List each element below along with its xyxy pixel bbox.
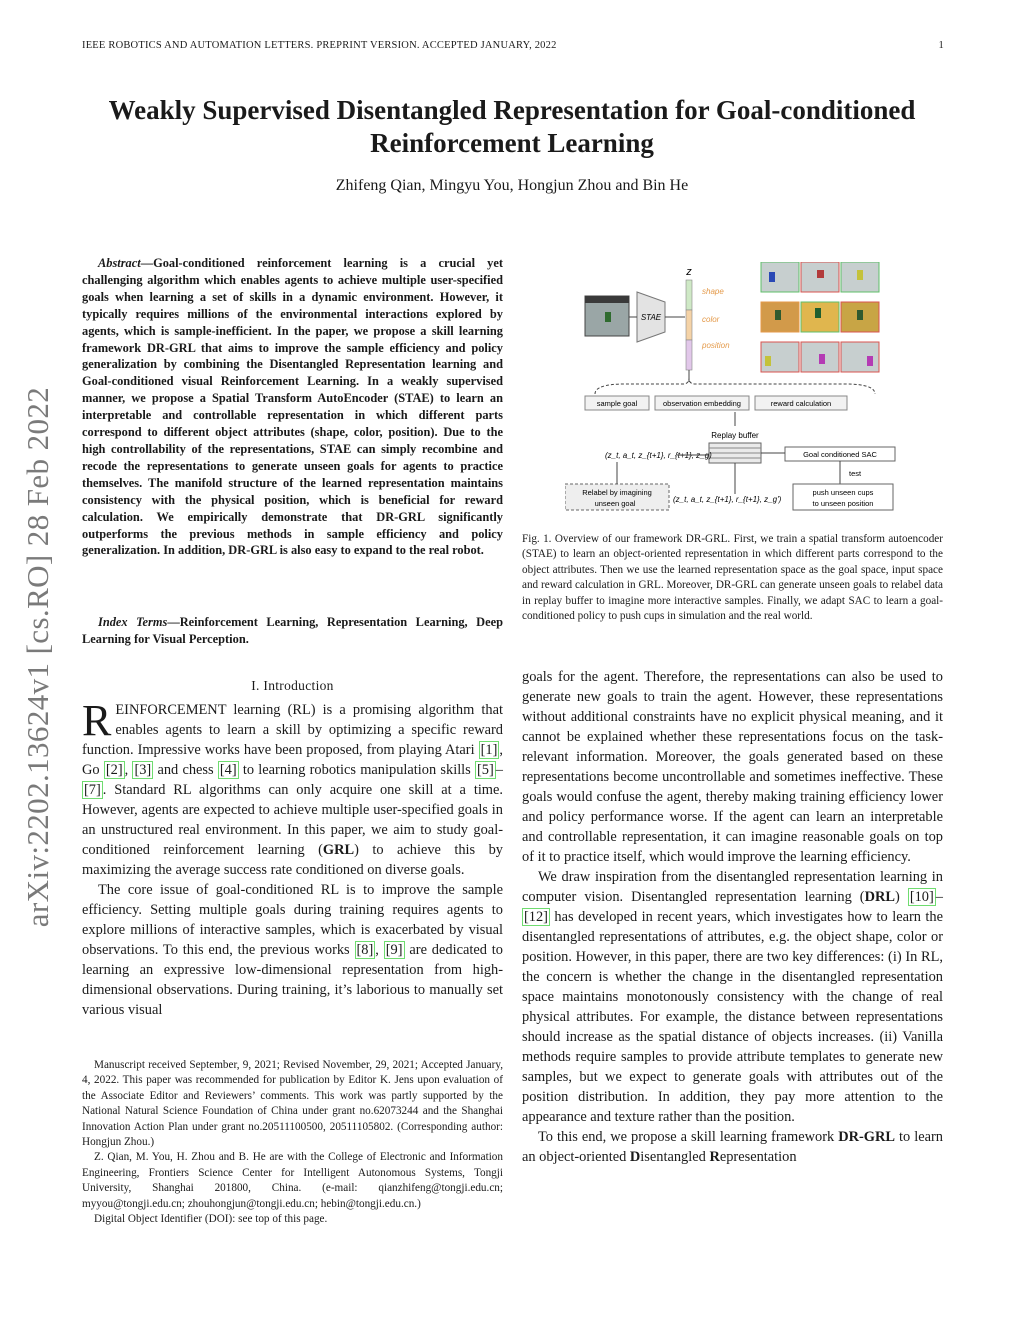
grl-term: GRL (322, 842, 355, 858)
test-label: test (849, 469, 862, 478)
body-text: ) (895, 889, 908, 905)
arxiv-stamp: arXiv:2202.13624v1 [cs.RO] 28 Feb 2022 (20, 386, 55, 928)
body-text: has developed in recent years, which investigates how to learn the disentangled representations of attributes, e.g. the object shape, color or position. However, in this paper, there are two key differences: (i) In RL, the concern is whether the change in the disentangled representation space maintains monotonously consistency with the change of real physical attributes. For example, the distance between representations should increase as the spatial distance of objects increases. (ii) Vanilla methods require samples to provide attribute templates to generate new samples, but we expect to generate goals with attributes out of the position distribution. In addition, they pay more attention to the appearance and texture rather than the position. (522, 909, 943, 1125)
index-terms-text: —Reinforcement Learning, Representation Learning, Deep Learning for Visual Perception. (82, 615, 503, 646)
emphasis-letter: D (629, 1149, 641, 1165)
intro-text: , (124, 762, 133, 778)
sample-goal-label: sample goal (596, 399, 638, 408)
figure-caption: Fig. 1. Overview of our framework DR-GRL. First, we train a spatial transform autoencoder (STAE) to learn an object-oriented representation in which different parts correspond to the object attributes. Then we use the learned representation space as the goal space, input space and reward calculation in GRL. Moreover, DR-GRL can generate unseen goals to relabel data in replay buffer to imagine more interactive samples. Finally, we adapt SAC to learn a goal-conditioned policy to push cups in simulation and the real world. (522, 533, 943, 623)
title-line-1: Weakly Supervised Disentangled Representation for Goal-conditioned (108, 95, 916, 125)
intro-text: are dedicated to learning an expressive low-dimensional representation from high-dimensional observations. During training, it’s laborious to manually set various visual (82, 942, 503, 1018)
index-terms (82, 614, 503, 648)
emphasis-letter: R (709, 1149, 720, 1165)
sample-frame (761, 262, 799, 292)
z-position-segment (686, 340, 692, 370)
color-label: color (702, 315, 720, 324)
citation-link[interactable]: [10] (909, 889, 934, 905)
z-color-segment (686, 310, 692, 340)
cup-icon (815, 308, 821, 318)
cup-icon (817, 270, 824, 278)
stae-label: STAE (640, 313, 662, 322)
citation-link[interactable]: [8] (356, 942, 374, 958)
drl-term: DRL (864, 889, 895, 905)
tuple-top: (z_t, a_t, z_{t+1}, r_{t+1}, z_g) (605, 451, 712, 460)
cup-icon (857, 310, 863, 320)
goal-sac-label: Goal conditioned SAC (803, 450, 877, 459)
intro-text: ) to achieve this by maximizing the average success rate conditioned on diverse goals. (82, 842, 503, 878)
cup-icon (765, 356, 771, 366)
title-line-2: Reinforcement Learning (370, 128, 654, 158)
intro-text: to learning robotics manipulation skills (238, 762, 476, 778)
abstract-label: Abstract (98, 256, 141, 270)
z-shape-segment (686, 280, 692, 310)
right-paragraph-2 (522, 867, 943, 1127)
relabel-line-1: Relabel by imagining (582, 488, 652, 497)
push-line-1: push unseen cups (812, 488, 874, 497)
reward-calculation-label: reward calculation (770, 399, 832, 408)
image-topbar (585, 296, 629, 303)
position-row (761, 342, 879, 372)
shape-label: shape (702, 287, 724, 296)
running-header (82, 40, 944, 51)
intro-text: – (495, 762, 503, 778)
introduction-body (82, 696, 503, 1020)
intro-text: , (375, 942, 384, 958)
citation-link[interactable]: [5] (477, 762, 494, 778)
right-paragraph-3 (522, 1127, 943, 1167)
index-terms-label: Index Terms (98, 615, 168, 629)
section-heading: I. Introduction (251, 678, 334, 693)
body-text: isentangled (640, 1149, 710, 1165)
intro-text: and chess (153, 762, 218, 778)
citation-link[interactable]: [9] (385, 942, 403, 958)
paper-title (60, 94, 964, 160)
z-label: z (686, 266, 692, 278)
position-label: position (702, 341, 730, 350)
body-text: to learn an object-oriented (522, 1129, 943, 1165)
observation-embedding-label: observation embedding (663, 399, 741, 408)
running-title: IEEE ROBOTICS AND AUTOMATION LETTERS. PREPRINT VERSION. ACCEPTED JANUARY, 2022 (82, 40, 557, 51)
body-text: – (935, 889, 943, 905)
brace (595, 378, 875, 394)
footnote-affiliations: Z. Qian, M. You, H. Zhou and B. He are with the College of Electronic and Information Engineering, Frontiers Science Center for Intelligent Autonomous Systems, Tongji University, Shanghai 201800, China. (e-mail: qianzhifeng@tongji.edu.cn; myyou@tongji.edu.cn; zhouhongjun@tongji.edu.cn; hebin@tongji.edu.cn.) (82, 1151, 503, 1210)
cup-icon (857, 270, 863, 280)
citation-link[interactable]: [1] (480, 742, 498, 758)
page-number: 1 (938, 40, 944, 51)
relabel-line-2: unseen goal (594, 499, 636, 508)
intro-text: , Go (82, 742, 503, 778)
citation-link[interactable]: [3] (134, 762, 152, 778)
right-paragraph-1: goals for the agent. Therefore, the representations can also be used to generate new goals to train the agent. However, these representations without additional constraints have no explicit physical meaning, and it cannot be explained whether these representations focus on the task-relevant information. Moreover, the goals generated based on these representations become uncontrollable and sometimes ineffective. These goals would confuse the agent, thereby making training efficiency lower and policy performance worse. If the agent can learn an interpretable and controllable representation, it can imagine reasonable goals on top of it to practice itself, which would improve the learning efficiency. (522, 669, 943, 865)
cup-icon (775, 310, 781, 320)
push-line-2: to unseen position (812, 499, 874, 508)
body-text: We draw inspiration from the disentangled representation learning in computer vision. Disentangled representation learning ( (522, 869, 943, 905)
figure-1 (565, 262, 905, 517)
citation-link[interactable]: [12] (524, 909, 548, 925)
color-row (761, 302, 879, 332)
cup-icon (819, 354, 825, 364)
body-text: To this end, we propose a skill learning framework (538, 1129, 839, 1145)
citation-link[interactable]: [2] (105, 762, 123, 778)
sample-frame (841, 342, 879, 372)
cup-icon (867, 356, 873, 366)
abstract-text: —Goal-conditioned reinforcement learning is a crucial yet challenging algorithm which enables agents to achieve multiple user-specified goals when learning a set of skills in a dynamic environment. However, it typically requires millions of the environmental interactions explored by agents, which is sample-inefficient. In the paper, we propose a skill learning framework DR-GRL that aims to improve the sample efficiency and policy generalization by combining the Disentangled Representation learning and Goal-conditioned visual Reinforcement Learning. In a weakly supervised manner, we propose a Spatial Transform AutoEncoder (STAE) to learn an interpretable and controllable representation in which different parts correspond to different object attributes (shape, color, position). Due to the high controllability of the representations, STAE can simply recombine and recode the representations to generate unseen goals for agents to practice themselves. The manifold structure of the learned representation maintains consistency with the physical position, which is beneficial for reward calculation. We empirically demonstrate that DR-GRL significantly outperforms the previous methods in sample efficiency and policy generalization. In addition, DR-GRL is also easy to expand to the real robot. (82, 256, 503, 558)
citation-link[interactable]: [4] (219, 762, 237, 778)
authors: Zhifeng Qian, Mingyu You, Hongjun Zhou and Bin He (335, 177, 689, 194)
intro-text: The core issue of goal-conditioned RL is to improve the sample efficiency. Setting multiple goals during training requires agents to explore millions of interactive samples, which is exacerbated by visual observations. To this end, the previous works (82, 882, 503, 958)
intro-text: EINFORCEMENT learning (RL) is a promising algorithm that enables agents to learn a skill by optimizing a specific reward function. Impressive works have been proposed, from playing Atari (82, 702, 503, 758)
footnote (82, 1058, 503, 1227)
cup-icon (769, 272, 775, 282)
footnote-doi: Digital Object Identifier (DOI): see top of this page. (94, 1213, 328, 1226)
right-column-body (522, 667, 943, 1167)
body-text: epresentation (719, 1149, 797, 1165)
shape-row (761, 262, 879, 292)
drgrl-term: DR-GRL (838, 1129, 895, 1145)
footnote-manuscript: Manuscript received September, 9, 2021; Revised November, 29, 2021; Accepted January, 4, 2022. This paper was recommended for publication by Editor K. Jens upon evaluation of the Associate Editor and Reviewers’ comments. This work was partly supported by the National Natural Science Foundation of China under grant no.62073244 and the Shanghai Innovation Action Plan under grant no.20511100500, 20511105802. (Corresponding author: Hongjun Zhou.) (82, 1059, 503, 1149)
dropcap: R (82, 696, 112, 745)
tuple-bottom: (z_t, a_t, z_{t+1}, r_{t+1}, z_g') (673, 495, 782, 504)
cup-icon (605, 312, 611, 322)
replay-buffer-label: Replay buffer (711, 431, 759, 440)
intro-text: . Standard RL algorithms can only acquire one skill at a time. However, agents are expected to achieve multiple user-specified goals in an unstructured real environment. In this paper, we aim to study goal-conditioned reinforcement learning ( (82, 782, 503, 858)
framework-diagram (565, 262, 905, 517)
abstract (82, 255, 503, 559)
citation-link[interactable]: [7] (84, 782, 101, 798)
